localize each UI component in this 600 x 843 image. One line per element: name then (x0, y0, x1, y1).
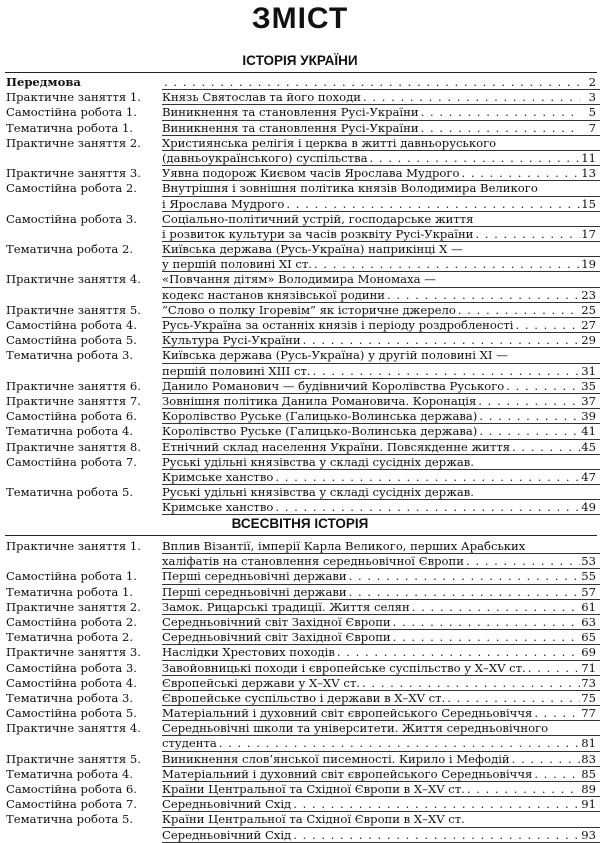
page-number: 93 (581, 827, 596, 842)
toc-entry-line (162, 105, 600, 120)
toc-entry-line (162, 767, 600, 782)
page-number: 65 (581, 630, 596, 645)
page-number: 61 (581, 599, 596, 614)
toc-entry-label: Тематична робота 3. (6, 348, 134, 363)
page-number: 71 (581, 660, 596, 675)
leader-dots (528, 661, 580, 675)
page-number: 25 (581, 302, 596, 317)
leader-dots (349, 585, 580, 599)
toc-entry-content (162, 782, 600, 797)
toc-entry[interactable] (0, 181, 600, 211)
toc-entry-line (162, 394, 600, 409)
toc-entry-content (162, 645, 600, 660)
leader-dots (475, 227, 580, 241)
page-number: 27 (581, 318, 596, 332)
leader-dots (370, 151, 580, 165)
toc-entry-label: Самостійна робота 5. (6, 706, 137, 721)
toc-entry-title: Наслідки Хрестових походів (162, 645, 335, 660)
toc-entry-content (162, 812, 600, 842)
toc-entry-label: Практичне заняття 4. (6, 721, 141, 736)
toc-entry-line (162, 333, 600, 348)
page-number: 69 (581, 645, 596, 660)
toc-entry-label: Самостійна робота 7. (6, 797, 137, 812)
toc-entry-content (162, 181, 600, 211)
leader-dots (506, 379, 580, 393)
toc-entry-content (162, 75, 600, 90)
section-title-world: ВСЕСВІТНЯ ІСТОРІЯ (231, 516, 369, 531)
toc-entry-title: Виникнення та становлення Русі-України (162, 105, 419, 120)
toc-entry-content (162, 136, 600, 166)
page-number: 15 (581, 196, 596, 211)
toc-entry-title: у першій половині ХІ ст. (162, 257, 312, 272)
toc-entry[interactable] (0, 136, 600, 166)
toc-entry[interactable] (0, 121, 600, 136)
toc-entry[interactable] (0, 630, 600, 645)
toc-entry-line (162, 569, 600, 584)
toc-entry-line (162, 121, 600, 136)
toc-entry-label: Практичне заняття 5. (6, 751, 141, 766)
toc-entry-label: Тематична робота 5. (6, 485, 134, 500)
toc-entry-title: Перші середньовічні держави (162, 569, 347, 584)
toc-entry-line (162, 554, 600, 569)
toc-entry-line: Середньовічні школи та університети. Життя середньовічного (162, 721, 600, 736)
toc-entry[interactable] (0, 676, 600, 691)
page-number: 23 (581, 287, 596, 302)
page-number: 55 (581, 569, 596, 584)
toc-entry-content (162, 752, 600, 767)
toc-entry-line: Країни Центральної та Східної Європи в Х–XV ст. (162, 812, 600, 827)
section-divider (5, 535, 597, 536)
leader-dots (293, 797, 580, 811)
toc-entry[interactable] (0, 379, 600, 394)
toc-entry-label: Тематична робота 2. (6, 242, 134, 257)
leader-dots (466, 554, 580, 568)
toc-entry-label: Самостійна робота 6. (6, 782, 137, 796)
toc-entry-title: Уявна подорож Києвом часів Ярослава Мудрого (162, 166, 460, 181)
toc-entry-title: Матеріальний і духовний світ європейського Середньовіччя (162, 706, 533, 721)
toc-entry-line (162, 706, 600, 721)
toc-entry-line (162, 379, 600, 394)
leader-dots (387, 288, 580, 302)
toc-entry-line: Руські удільні князівства у складі сусідніх держав. (162, 485, 600, 500)
toc-entry-label: Практичне заняття 8. (6, 439, 141, 454)
toc-entry[interactable] (0, 394, 600, 409)
toc-entry-label: Самостійна робота 5. (6, 333, 137, 348)
page-number: 57 (581, 584, 596, 599)
toc-entry-line (162, 645, 600, 660)
toc-entry-line: Християнська релігія і церква в житті давньоруського (162, 136, 600, 151)
page-number: 49 (581, 500, 596, 515)
toc-entry-line (162, 424, 600, 439)
toc-entry-line (162, 151, 600, 166)
toc-entry-line (162, 440, 600, 455)
toc-entry-content (162, 105, 600, 120)
toc-entry[interactable] (0, 691, 600, 706)
leader-dots (412, 600, 580, 614)
toc-entry-line (162, 736, 600, 751)
toc-entry-title: Кримське ханство (162, 469, 274, 484)
page-number: 63 (581, 614, 596, 629)
leader-dots (479, 424, 580, 438)
leader-dots (349, 569, 580, 583)
toc-entry-line (162, 600, 600, 615)
toc-entry-title: Європейські держави у Х–XV ст. (162, 675, 360, 690)
toc-entry-line (162, 691, 600, 706)
toc-entry-content (162, 676, 600, 691)
toc-entry[interactable] (0, 782, 600, 797)
toc-entry-label: Тематична робота 5. (6, 812, 134, 827)
page-number: 47 (581, 469, 596, 484)
page-title: ЗМІСТ (251, 2, 349, 35)
toc-entry[interactable] (0, 752, 600, 767)
toc-entry-label: Тематична робота 1. (6, 120, 134, 135)
toc-entry-title: Виникнення та становлення Русі-України (162, 120, 419, 135)
toc-entry-label: Практичне заняття 1. (6, 539, 141, 553)
toc-entry[interactable] (0, 539, 600, 569)
toc-list-ukraine (0, 75, 600, 515)
toc-entry[interactable] (0, 75, 600, 90)
toc-entry-title: Русь-Україна за останніх князів і періоду роздробленості (162, 318, 514, 332)
leader-dots (479, 409, 580, 423)
toc-entry[interactable] (0, 600, 600, 615)
toc-entry[interactable] (0, 661, 600, 676)
toc-entry-line (162, 500, 600, 515)
toc-entry-label: Практичне заняття 3. (6, 645, 141, 660)
leader-dots (516, 318, 580, 332)
toc-entry-title: Князь Святослав та його походи (162, 90, 361, 105)
leader-dots (314, 257, 580, 271)
toc-entry-line (162, 409, 600, 424)
leader-dots (447, 691, 580, 705)
leader-dots (534, 706, 580, 720)
toc-entry-label: Самостійна робота 6. (6, 409, 137, 424)
toc-entry-label: Практичне заняття 3. (6, 166, 141, 181)
page-number: 37 (581, 393, 596, 408)
toc-entry-content (162, 90, 600, 105)
page-number: 81 (581, 736, 596, 751)
toc-entry-label: Тематична робота 4. (6, 766, 134, 781)
toc-entry[interactable] (0, 272, 600, 302)
section-divider (5, 72, 597, 73)
toc-list-world (0, 539, 600, 843)
leader-dots (393, 615, 580, 629)
toc-entry-line: Соціально-політичний устрій, господарське життя (162, 212, 600, 227)
toc-entry[interactable] (0, 166, 600, 181)
toc-entry-line (162, 828, 600, 843)
toc-entry-content (162, 318, 600, 333)
toc-entry-content (162, 303, 600, 318)
toc-entry-title: Середньовічний Схід (162, 797, 292, 812)
toc-entry-title: Середньовічний світ Західної Європи (162, 614, 391, 629)
toc-entry-line (162, 257, 600, 272)
toc-entry-content (162, 424, 600, 439)
page-number: 17 (581, 226, 596, 241)
leader-dots (303, 333, 580, 347)
toc-entry-content (162, 348, 600, 378)
toc-entry-content (162, 440, 600, 455)
leader-dots (478, 394, 580, 408)
toc-entry-title: “Слово о полку Ігоревім” як історичне джерело (162, 302, 456, 317)
toc-entry-content (162, 333, 600, 348)
page-number: 91 (581, 797, 596, 812)
toc-entry-title: халіфатів на становлення середньовічної Європи (162, 554, 464, 569)
toc-entry-label: Тематична робота 2. (6, 630, 134, 645)
toc-entry-content (162, 212, 600, 242)
toc-entry-label: Практичне заняття 4. (6, 272, 141, 287)
page-number: 41 (581, 424, 596, 439)
toc-entry[interactable] (0, 440, 600, 455)
leader-dots (458, 303, 580, 317)
toc-entry-label: Тематична робота 4. (6, 424, 134, 439)
page-number: 45 (581, 439, 596, 454)
toc-entry[interactable] (0, 706, 600, 721)
toc-entry[interactable] (0, 212, 600, 242)
toc-entry-line (162, 197, 600, 212)
toc-entry[interactable] (0, 90, 600, 105)
toc-entry-label: Тематична робота 3. (6, 690, 134, 705)
toc-entry-content (162, 121, 600, 136)
leader-dots (286, 197, 580, 211)
toc-entry-line (162, 470, 600, 485)
page-number: 11 (581, 150, 596, 165)
page-number: 89 (581, 782, 596, 796)
toc-entry-title: і розвиток культури за часів розквіту Русі-України (162, 226, 474, 241)
toc-entry-content (162, 485, 600, 515)
toc-entry-label: Практичне заняття 2. (6, 135, 141, 150)
toc-entry-label: Самостійна робота 2. (6, 614, 137, 629)
toc-entry-line (162, 615, 600, 630)
leader-dots (293, 828, 580, 842)
toc-entry-label: Практичне заняття 1. (6, 90, 141, 105)
page-number: 31 (581, 363, 596, 378)
page-number: 77 (581, 706, 596, 721)
page-number: 19 (581, 257, 596, 272)
toc-entry-title: Середньовічний світ Західної Європи (162, 630, 391, 645)
toc-entry-content (162, 455, 600, 485)
toc-entry-label: Самостійна робота 1. (6, 105, 137, 120)
leader-dots (337, 645, 580, 659)
toc-entry-title: Зовнішня політика Данила Романовича. Коронація (162, 393, 477, 408)
toc-entry-line (162, 227, 600, 242)
toc-entry-label: Самостійна робота 4. (6, 675, 137, 690)
toc-entry-label: Самостійна робота 4. (6, 318, 137, 332)
toc-entry-line: Внутрішня і зовнішня політика князів Володимира Великого (162, 181, 600, 196)
toc-entry-line (162, 630, 600, 645)
leader-dots (164, 75, 580, 89)
page-number: 73 (581, 675, 596, 690)
page-number: 3 (588, 90, 596, 105)
toc-entry-line: Київська держава (Русь-Україна) у другій половині ХІ — (162, 348, 600, 363)
toc-entry-content (162, 272, 600, 302)
leader-dots (313, 364, 580, 378)
page-number: 39 (581, 409, 596, 424)
toc-entry-title: Середньовічний Схід (162, 827, 292, 842)
toc-entry[interactable] (0, 318, 600, 333)
page-number: 5 (588, 105, 596, 120)
page-number: 53 (581, 554, 596, 569)
toc-entry-title: Завойовницькі походи і європейське суспільство у Х–XV ст. (162, 660, 526, 675)
page-number: 75 (581, 690, 596, 705)
toc-entry-line (162, 797, 600, 812)
toc-entry[interactable] (0, 455, 600, 485)
leader-dots (421, 121, 580, 135)
toc-entry-line (162, 90, 600, 105)
toc-entry[interactable] (0, 348, 600, 378)
leader-dots (362, 676, 580, 690)
page-number: 83 (581, 751, 596, 766)
toc-entry-title: Європейське суспільство і держави в Х–XV ст. (162, 690, 446, 705)
toc-entry-label: Тематична робота 1. (6, 584, 134, 599)
toc-entry-title: Королівство Руське (Галицько-Волинська держава) (162, 424, 478, 439)
toc-entry-line (162, 752, 600, 767)
toc-entry[interactable] (0, 615, 600, 630)
toc-entry-title: Королівство Руське (Галицько-Волинська держава) (162, 409, 478, 424)
page-number: 13 (581, 166, 596, 181)
leader-dots (421, 105, 580, 119)
toc-entry[interactable] (0, 424, 600, 439)
toc-entry-content (162, 394, 600, 409)
toc-entry-label: Самостійна робота 3. (6, 211, 137, 226)
toc-entry-content (162, 721, 600, 751)
toc-entry-line (162, 585, 600, 600)
toc-entry-line (162, 782, 600, 797)
toc-entry-title: Перші середньовічні держави (162, 584, 347, 599)
toc-entry[interactable] (0, 585, 600, 600)
toc-entry-content (162, 630, 600, 645)
toc-entry-content (162, 379, 600, 394)
toc-entry-line (162, 75, 600, 90)
toc-entry-line: Руські удільні князівства у складі сусідніх держав. (162, 455, 600, 470)
toc-entry[interactable] (0, 485, 600, 515)
toc-entry-content (162, 706, 600, 721)
toc-entry-title: Культура Русі-України (162, 333, 301, 348)
toc-entry-label: Практичне заняття 7. (6, 393, 141, 408)
leader-dots (363, 90, 580, 104)
leader-dots (461, 166, 580, 180)
toc-entry-line (162, 318, 600, 333)
toc-entry-title: і Ярослава Мудрого (162, 196, 285, 211)
toc-entry-line (162, 676, 600, 691)
toc-entry-label: Самостійна робота 1. (6, 569, 137, 584)
toc-entry-content (162, 600, 600, 615)
toc-entry-content (162, 691, 600, 706)
page-number: 2 (588, 75, 596, 89)
toc-entry-label: Практичне заняття 2. (6, 599, 141, 614)
toc-entry-content (162, 585, 600, 600)
toc-entry[interactable] (0, 721, 600, 751)
section-title-ukraine: ІСТОРІЯ УКРАЇНИ (242, 53, 358, 68)
toc-entry-title: кодекс настанов князівської родини (162, 287, 386, 302)
toc-entry-content (162, 797, 600, 812)
page-number: 85 (581, 766, 596, 781)
leader-dots (393, 630, 580, 644)
leader-dots (534, 767, 580, 781)
toc-entry[interactable] (0, 812, 600, 842)
leader-dots (467, 782, 580, 796)
toc-entry-title: Виникнення слов’янської писемності. Кирило і Мефодій (162, 751, 510, 766)
toc-entry-label: Самостійна робота 7. (6, 454, 137, 469)
leader-dots (275, 500, 580, 514)
toc-entry-label: Передмова (6, 75, 81, 89)
toc-entry-title: (давньоукраїнського) суспільства (162, 150, 368, 165)
leader-dots (512, 440, 580, 454)
toc-entry-title: Країни Центральної та Східної Європи в Х–XV ст. (162, 782, 465, 796)
toc-entry-line (162, 166, 600, 181)
toc-entry-line (162, 364, 600, 379)
toc-entry[interactable] (0, 569, 600, 584)
toc-entry-title: Замок. Рицарські традиції. Життя селян (162, 599, 410, 614)
toc-entry-line: «Повчання дітям» Володимира Мономаха — (162, 272, 600, 287)
toc-entry[interactable] (0, 333, 600, 348)
toc-entry[interactable] (0, 797, 600, 812)
toc-entry-title: студента (162, 736, 217, 751)
toc-entry[interactable] (0, 242, 600, 272)
leader-dots (275, 470, 580, 484)
toc-entry[interactable] (0, 105, 600, 120)
leader-dots (512, 752, 580, 766)
toc-entry-content (162, 615, 600, 630)
toc-entry[interactable] (0, 767, 600, 782)
toc-entry-title: першій половині ХІІІ ст. (162, 363, 311, 378)
toc-entry-title: Данило Романович — будівничий Королівства Руського (162, 378, 505, 393)
toc-entry-content (162, 539, 600, 569)
toc-entry[interactable] (0, 303, 600, 318)
toc-entry-content (162, 409, 600, 424)
page-number: 7 (588, 120, 596, 135)
toc-entry-line: Вплив Візантії, імперії Карла Великого, перших Арабських (162, 539, 600, 554)
toc-entry-label: Практичне заняття 6. (6, 378, 141, 393)
toc-entry-line (162, 288, 600, 303)
toc-entry-title: Кримське ханство (162, 500, 274, 515)
toc-entry-line (162, 661, 600, 676)
page-number: 35 (581, 378, 596, 393)
toc-entry-content (162, 767, 600, 782)
toc-entry-label: Самостійна робота 2. (6, 181, 137, 196)
toc-entry-content (162, 661, 600, 676)
toc-entry-line (162, 303, 600, 318)
toc-entry-title: Етнічний склад населення України. Повсякденне життя (162, 439, 511, 454)
toc-entry[interactable] (0, 409, 600, 424)
toc-entry-title: Матеріальний і духовний світ європейського Середньовіччя (162, 766, 533, 781)
leader-dots (219, 736, 580, 750)
toc-entry-content (162, 242, 600, 272)
toc-entry-content (162, 166, 600, 181)
toc-entry-content (162, 569, 600, 584)
toc-entry-line: Київська держава (Русь-Україна) наприкінці Х — (162, 242, 600, 257)
toc-entry-label: Практичне заняття 5. (6, 302, 141, 317)
toc-entry-label: Самостійна робота 3. (6, 660, 137, 675)
page-number: 29 (581, 333, 596, 348)
toc-entry[interactable] (0, 645, 600, 660)
